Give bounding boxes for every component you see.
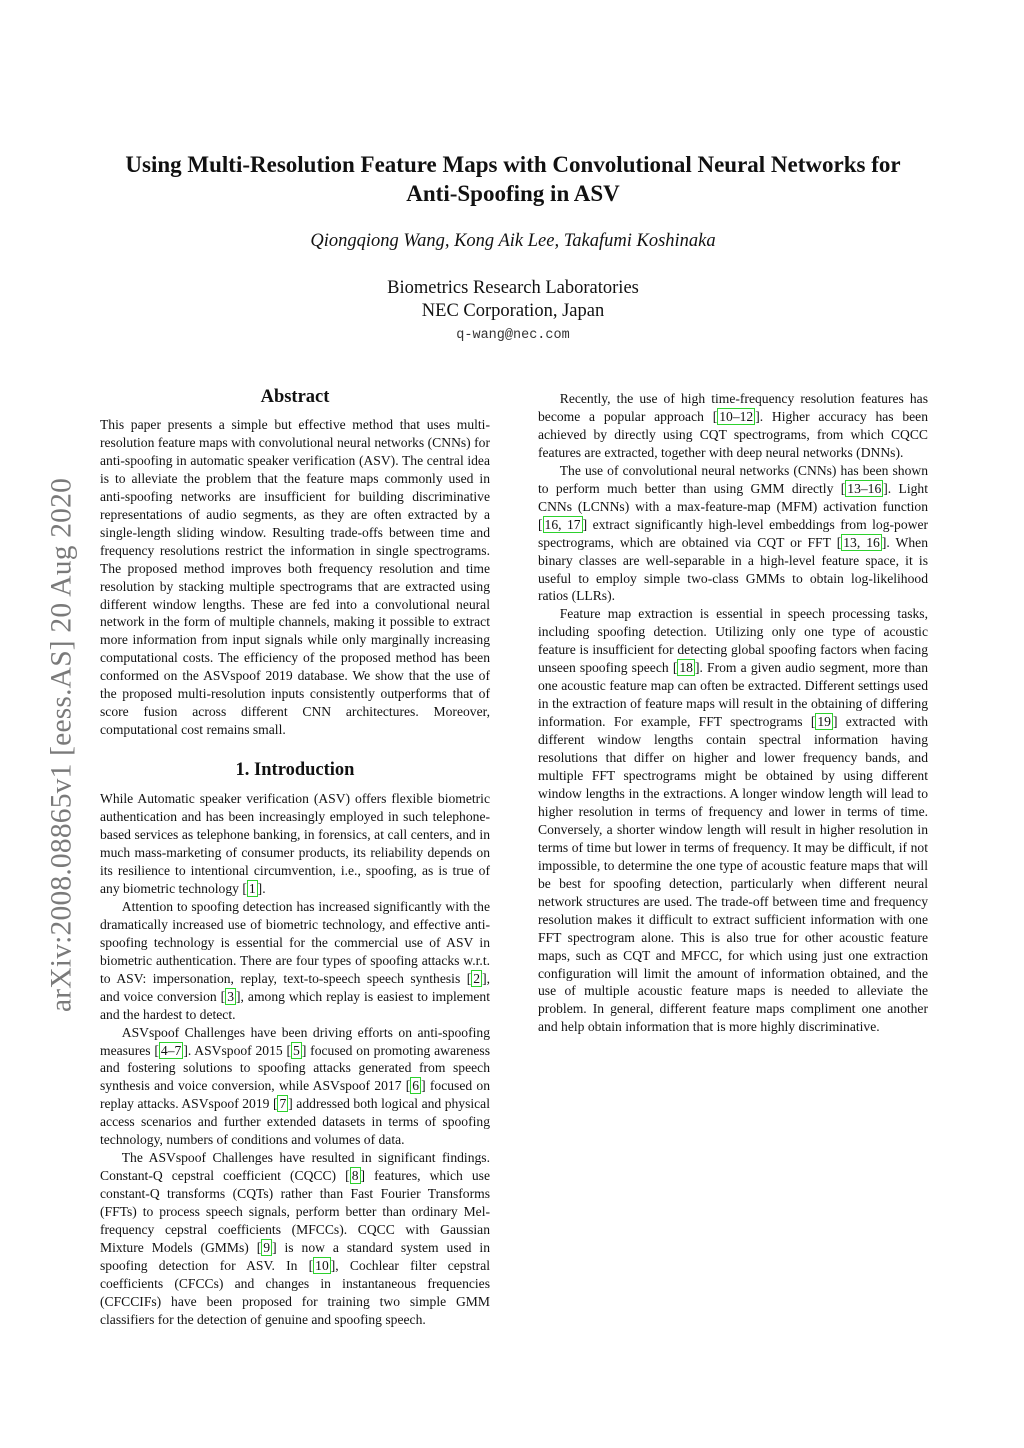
abstract-heading: Abstract: [260, 387, 330, 407]
citation-link[interactable]: 1: [248, 880, 256, 896]
intro-paragraph-4: The ASVspoof Challenges have resulted in significant findings. Constant-Q cepstral coefficient (CQCC) [ 8 ] features, which use constant-Q transforms (CQTs) rather than Fast Fourier Transforms (FFTs) to process speech signals, perform better than ordinary Mel-frequency cepstral coefficients (MFCCs). CQCC with Gaussian Mixture Models (GMMs) [ 9 ] is now a standard system used in spoofing detection for ASV. In [ 10 ], Cochlear filter cepstral coefficients (CFCCs) and changes in instantaneous frequencies (CFCCIFs) have been proposed for training two simple GMM classifiers for the detection of genuine and spoofing speech.: [100, 1150, 490, 1327]
affiliation: [80, 277, 946, 323]
citation-link[interactable]: 16, 17: [544, 516, 581, 532]
citation-link[interactable]: 13, 16: [843, 534, 880, 550]
intro-paragraph-7: Feature map extraction is essential in speech processing tasks, including spoofing detection. Utilizing only one type of acoustic feature is insufficient for detecting global spoofing factors when facing unseen spoofing speech [ 18 ]. From a given audio segment, more than one acoustic feature map can often be extracted. Different settings used in the extraction of feature maps will result in the obtaining of differing information. For example, FFT spectrograms [ 19 ] extracted with different window lengths contain spectral information having resolutions that differ on higher and lower frequency bands, and multiple FFT spectrograms might be obtained by using different window lengths in the extractions. A longer window length will lead to higher resolution in terms of frequency and lower in terms of time. Conversely, a shorter window length will result in higher resolution in terms of time but lower in terms of frequency. It may be difficult, if not impossible, to determine the one type of acoustic feature maps that will be best for spoofing detection, particularly when different neural network structures are used. The trade-off between time and frequency resolution makes it difficult to extract sufficient information with one FFT spectrogram alone. This is also true for other acoustic feature maps, such as CQT and MFCC, for which using just one extraction configuration will limit the amount of information obtained, and the use of multiple acoustic feature maps is needed to alleviate the problem. In general, different feature maps compliment one another and help obtain information that is more highly discriminative.: [538, 606, 928, 1035]
citation-link[interactable]: 4–7: [160, 1042, 182, 1058]
title-line-1: Using Multi-Resolution Feature Maps with Convolutional Neural Networks for: [125, 152, 901, 177]
citation-link[interactable]: 3: [227, 988, 234, 1004]
introduction-heading: 1. Introduction: [235, 760, 355, 781]
intro-paragraph-5: Recently, the use of high time-frequency resolution features has become a popular approach [ 10–12 ]. Higher accuracy has been achieved by directly using CQT spectrograms, from which CQCC features are extracted, together with deep neural networks (DNNs).: [538, 391, 928, 460]
arxiv-identifier-stamp: arXiv:2008.08865v1 [eess.AS] 20 Aug 2020: [45, 477, 78, 1013]
citation-link[interactable]: 6: [412, 1078, 420, 1094]
citation-link[interactable]: 10: [315, 1257, 329, 1273]
paper-title: [80, 150, 946, 208]
citation-link[interactable]: 2: [473, 970, 481, 986]
citation-link[interactable]: 18: [679, 660, 693, 676]
left-column: [100, 386, 490, 1329]
intro-paragraph-2: Attention to spoofing detection has increased significantly with the dramatically increased use of biometric technology, and effective anti-spoofing technology is essential for the commercial use of ASV in biometric authentication. There are four types of spoofing attacks w.r.t. to ASV: impersonation, replay, text-to-speech speech synthesis [ 2 ], and voice conversion [ 3 ], among which replay is easiest to implement and the hardest to detect.: [100, 898, 491, 1022]
citation-link[interactable]: 8: [351, 1168, 359, 1184]
citation-link[interactable]: 7: [279, 1096, 287, 1112]
affiliation-line-2: NEC Corporation, Japan: [421, 301, 605, 321]
citation-link[interactable]: 19: [817, 714, 831, 730]
author-email[interactable]: q-wang@nec.com: [456, 328, 570, 343]
citation-link[interactable]: 10–12: [719, 408, 754, 424]
abstract-text: This paper presents a simple but effective method that uses multi-resolution feature maps with convolutional neural networks (CNNs) for anti-spoofing in automatic speaker verification (ASV). The central idea is to alleviate the problem that the feature maps commonly used in anti-spoofing networks are insufficient for building discriminative representations of audio segments, as they are often extracted by a single-length sliding window. Resulting trade-offs between time and frequency resolutions restrict the information in single spectrograms. The proposed method improves both frequency resolution and time resolution by stacking multiple spectrograms that are extracted using different window lengths. These are fed into a convolutional neural network in the form of multiple channels, making it possible to extract more information from input signals while only marginally increasing computational costs. The efficiency of the proposed method has been conformed on the ASVspoof 2019 database. We show that the use of the proposed multi-resolution inputs consistently outperforms that of score fusion across different CNN architectures. Moreover, computational cost remains small.: [100, 417, 490, 738]
intro-paragraph-1: While Automatic speaker verification (ASV) offers flexible biometric authentication and has been increasingly employed in such telephone-based services as telephone banking, in forensics, at call centers, and in much mass-marketing of consumer products, its reliability depends on its resilience to intentional circumvention, i.e., spoofing, as is true of any biometric technology [ 1 ].: [100, 791, 490, 896]
title-line-2: Anti-Spoofing in ASV: [406, 181, 620, 206]
citation-link[interactable]: 9: [263, 1239, 271, 1255]
intro-paragraph-6: The use of convolutional neural networks (CNNs) has been shown to perform much better than using GMM directly [ 13–16 ]. Light CNNs (LCNNs) with a max-feature-map (MFM) activation function [ 16, 17 ] extract significantly high-level embeddings from log-power spectrograms, which are obtained via CQT or FFT [ 13, 16 ]. When binary classes are well-separable in a high-level feature space, it is useful to employ simple two-class GMMs to obtain log-likelihood ratios (LLRs).: [538, 462, 929, 604]
affiliation-line-1: Biometrics Research Laboratories: [387, 278, 639, 298]
intro-paragraph-3: ASVspoof Challenges have been driving efforts on anti-spoofing measures [ 4–7 ]. ASVspoof 2015 [ 5 ] focused on promoting awareness and fostering solutions to spoofing attacks generated from speech synthesis and voice conversion, while ASVspoof 2017 [ 6 ] focused on replay attacks. ASVspoof 2019 [ 7 ] addressed both logical and physical access scenarios and further extended datasets in terms of spoofing technology, numbers of conditions and volumes of data.: [100, 1024, 490, 1148]
citation-link[interactable]: 13–16: [847, 480, 882, 496]
citation-link[interactable]: 5: [293, 1042, 300, 1058]
right-column: [538, 390, 928, 1036]
author-list: Qiongqiong Wang, Kong Aik Lee, Takafumi Koshinaka: [310, 231, 716, 251]
